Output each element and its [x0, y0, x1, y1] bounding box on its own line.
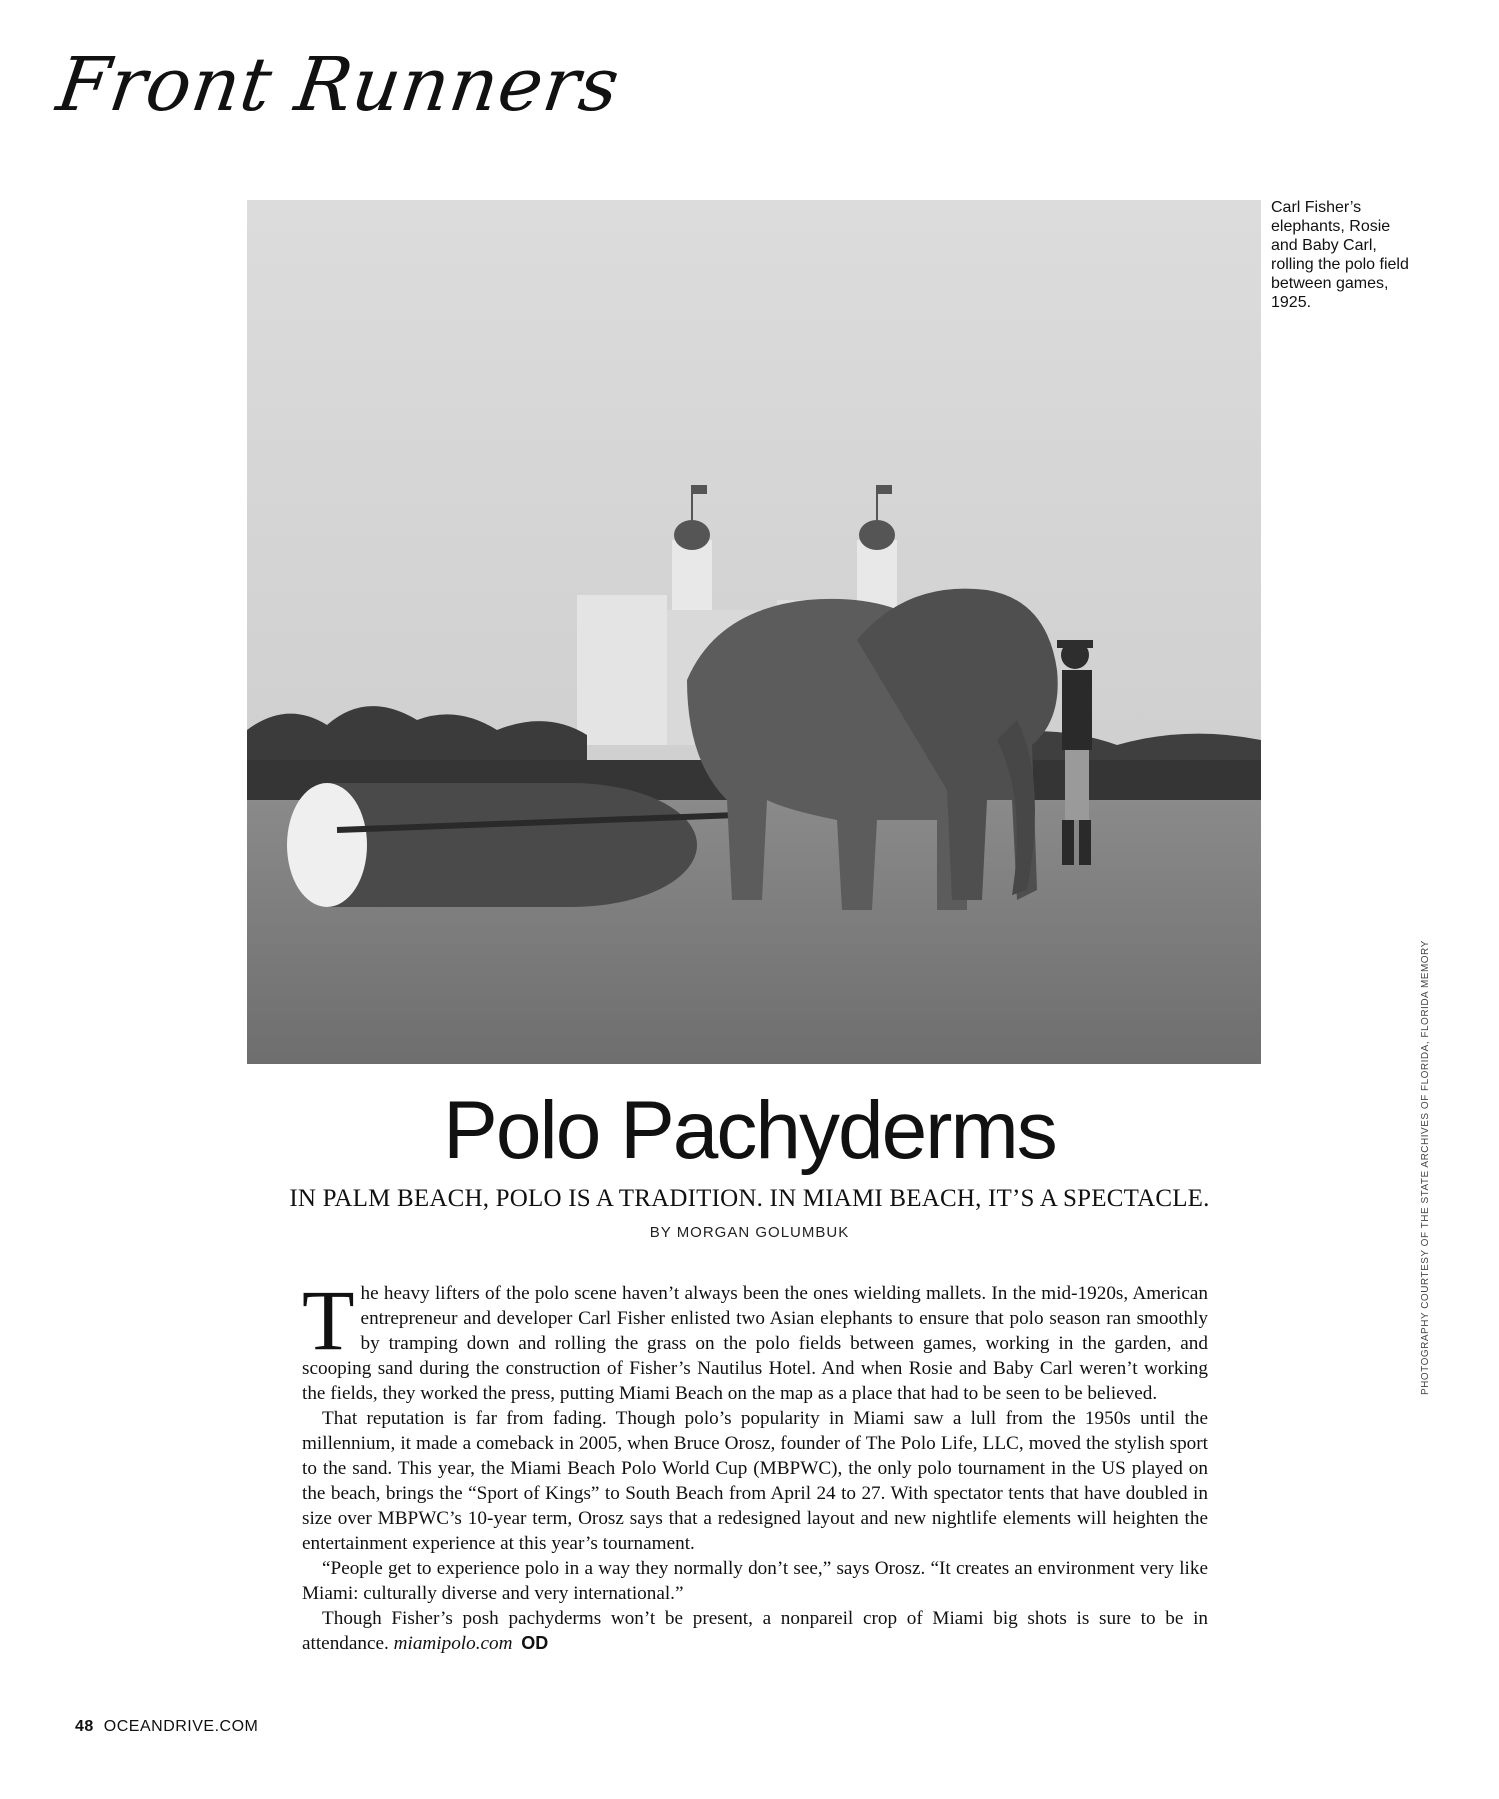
byline: BY MORGAN GOLUMBUK: [649, 1224, 850, 1241]
elephants-photo: [247, 200, 1261, 1064]
dek: IN PALM BEACH, POLO IS A TRADITION. IN MIAMI BEACH, IT’S A SPECTACLE.: [289, 1185, 1210, 1212]
paragraph-1: [302, 1272, 1208, 1406]
paragraph-2: That reputation is far from fading. Though polo’s popularity in Miami saw a lull from the 1950s until the millennium, it made a comeback in 2005, when Bruce Orosz, founder of The Polo Life, LLC, moved the stylish sport to the sand. This year, the Miami Beach Polo World Cup (MBPWC), the only polo tournament in the US played on the beach, brings the “Sport of Kings” to South Beach from April 24 to 27. With spectator tents that have doubled in size over MBPWC’s 10-year term, Orosz says that a redesigned layout and new nightlife elements will heighten the entertainment experience at this year’s tournament.: [302, 1408, 1208, 1554]
paragraph-3: “People get to experience polo in a way they normally don’t see,” says Orosz. “It creates an environment very like Miami: culturally diverse and very international.”: [302, 1558, 1208, 1604]
paragraph-4-text: Though Fisher’s posh pachyderms won’t be present, a nonpareil crop of Miami big shots is sure to be in attendance.: [302, 1608, 1208, 1654]
paragraph-1-text: he heavy lifters of the polo scene haven’t always been the ones wielding mallets. In the mid-1920s, American entrepreneur and developer Carl Fisher enlisted two Asian elephants to ensure that polo season ran smoothly by tramping down and rolling the grass on the polo fields between games, working in the garden, and scooping sand during the construction of Fisher’s Nautilus Hotel. And when Rosie and Baby Carl weren’t working the fields, they worked the press, putting Miami Beach on the map as a place that had to be seen to be believed.: [302, 1283, 1208, 1404]
page-folio: [75, 1718, 258, 1736]
site-name: OCEANDRIVE.COM: [103, 1718, 259, 1735]
article-body: [302, 1272, 1208, 1656]
photo-caption: Carl Fisher’s elephants, Rosie and Baby Carl, rolling the polo field between games, 1925.: [1271, 199, 1409, 311]
photo-credit: PHOTOGRAPHY COURTESY OF THE STATE ARCHIVES OF FLORIDA, FLORIDA MEMORY: [1420, 940, 1431, 1395]
headline: Polo Pachyderms: [443, 1085, 1056, 1176]
drop-cap: T: [302, 1272, 355, 1368]
page-number: 48: [75, 1718, 94, 1735]
end-mark: OD: [521, 1633, 549, 1653]
paragraph-4: [302, 1606, 1208, 1656]
website-link[interactable]: miamipolo.com: [393, 1633, 513, 1654]
section-title: Front Runners: [51, 42, 626, 128]
elephants-photo-illustration: [247, 200, 1261, 1064]
